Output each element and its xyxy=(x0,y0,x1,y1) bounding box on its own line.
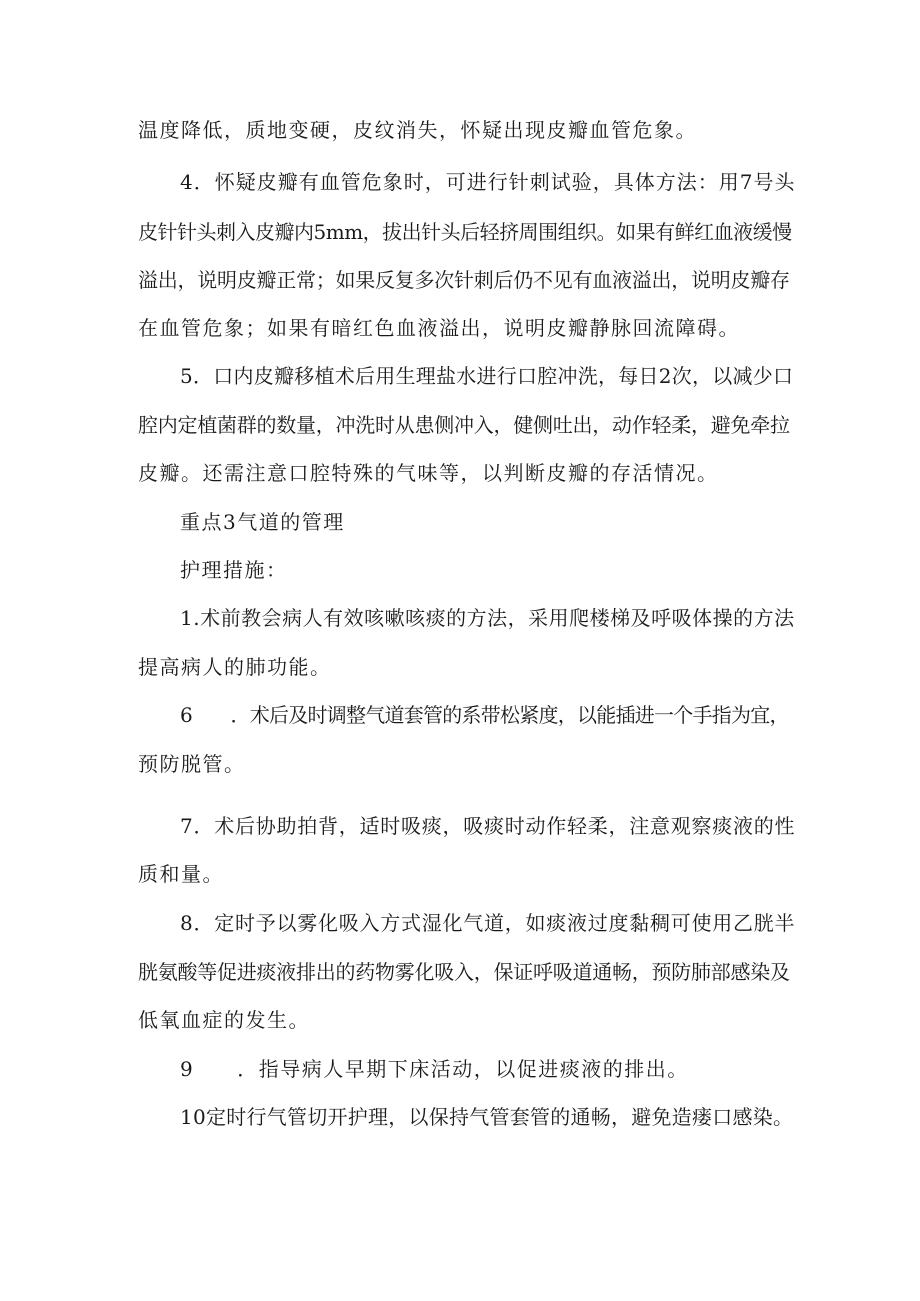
text-line: 6 ．术后及时调整气道套管的系带松紧度，以能插进一个手指为宜， xyxy=(180,703,789,727)
text-line: 皮针针头刺入皮瓣内5mm，拔出针头后轻挤周围组织。如果有鲜红血液缓慢 xyxy=(138,220,792,244)
text-line: 腔内定植菌群的数量，冲洗时从患侧冲入，健侧吐出，动作轻柔，避免牵拉 xyxy=(138,413,790,437)
text-line: 7．术后协助拍背，适时吸痰，吸痰时动作轻柔，注意观察痰液的性 xyxy=(180,814,796,838)
text-line: 护理措施： xyxy=(180,558,288,582)
text-line: 5．口内皮瓣移植术后用生理盐水进行口腔冲洗，每日2次，以减少口 xyxy=(180,364,794,388)
text-line: 低氧血症的发生。 xyxy=(138,1008,310,1032)
section-heading: 重点3气道的管理 xyxy=(180,510,345,534)
text-line: 1.术前教会病人有效咳嗽咳痰的方法，采用爬楼梯及呼吸体操的方法 xyxy=(180,606,795,630)
text-line: 溢出，说明皮瓣正常；如果反复多次针刺后仍不见有血液溢出，说明皮瓣存 xyxy=(138,268,790,292)
text-line: 4．怀疑皮瓣有血管危象时，可进行针刺试验，具体方法：用7号头 xyxy=(180,170,796,194)
text-line: 8．定时予以雾化吸入方式湿化气道，如痰液过度黏稠可使用乙胱半 xyxy=(180,911,796,935)
text-line: 预防脱管。 xyxy=(138,752,246,776)
text-line: 质和量。 xyxy=(138,862,224,886)
text-line: 温度降低，质地变硬，皮纹消失，怀疑出现皮瓣血管危象。 xyxy=(138,118,697,142)
text-line: 9 ．指导病人早期下床活动，以促进痰液的排出。 xyxy=(180,1057,689,1081)
text-line: 胱氨酸等促进痰液排出的药物雾化吸入，保证呼吸道通畅，预防肺部感染及 xyxy=(138,960,790,984)
text-line: 提高病人的肺功能。 xyxy=(138,655,332,679)
text-line: 10定时行气管切开护理，以保持气管套管的通畅，避免造瘘口感染。 xyxy=(180,1105,794,1129)
text-line: 皮瓣。还需注意口腔特殊的气味等，以判断皮瓣的存活情况。 xyxy=(138,461,719,485)
text-line: 在血管危象；如果有暗红色血液溢出，说明皮瓣静脉回流障碍。 xyxy=(138,316,740,340)
